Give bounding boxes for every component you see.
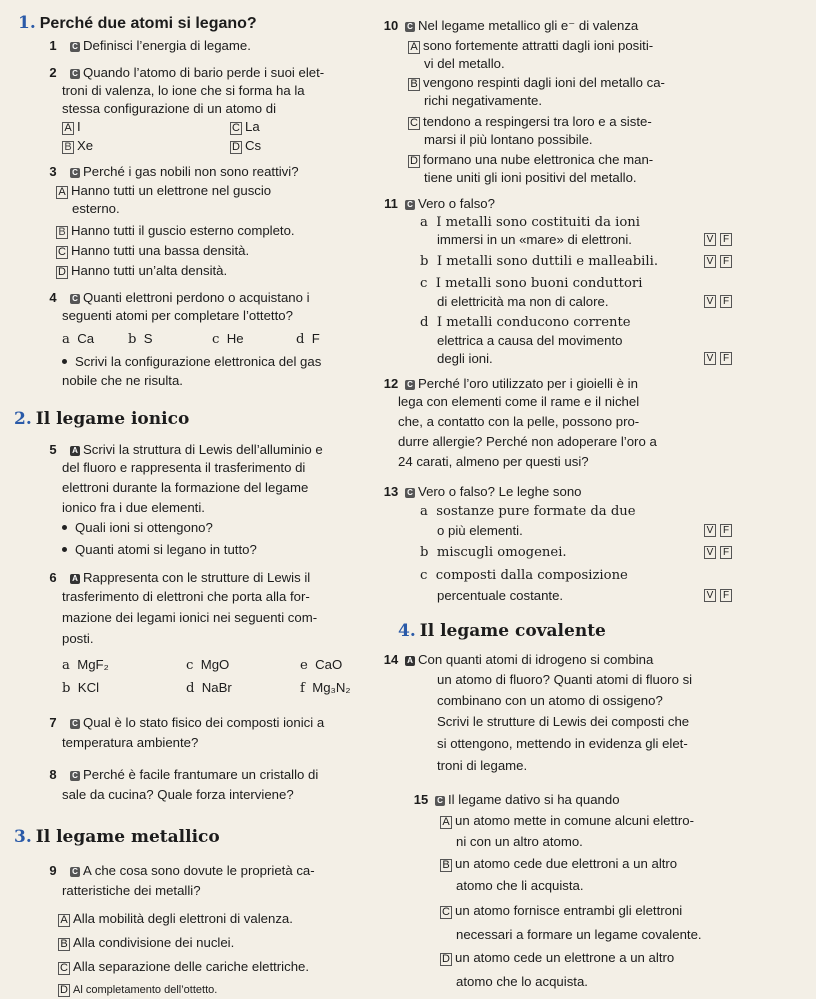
item-f: [300, 679, 351, 698]
option-text: tiene uniti gli ioni positivi del metallo.: [424, 170, 637, 185]
question-number: 12: [383, 376, 399, 391]
question-15-line: [435, 791, 620, 809]
option-letter: D: [440, 953, 452, 966]
option-text: Cs: [245, 138, 262, 153]
item-letter: a: [420, 215, 428, 230]
option-a[interactable]: [440, 812, 694, 830]
false-box[interactable]: F: [720, 546, 732, 559]
option-a[interactable]: [62, 118, 81, 136]
item-text: KCl: [77, 680, 100, 695]
bullet-item: [62, 541, 257, 559]
option-c[interactable]: [408, 113, 652, 131]
false-box[interactable]: F: [720, 233, 732, 246]
question-text: Con quanti atomi di idrogeno si combina: [418, 652, 654, 667]
item-letter: b: [420, 254, 429, 269]
question-number: 15: [413, 792, 429, 807]
item-letter: c: [420, 568, 428, 583]
item-text: F: [311, 331, 320, 346]
question-number: 8: [49, 767, 57, 782]
question-14-line: [405, 651, 653, 669]
item-text: percentuale costante.: [437, 588, 564, 603]
bullet-text: Quali ioni si ottengono?: [75, 520, 213, 535]
option-text: Hanno tutti il guscio esterno completo.: [71, 223, 295, 238]
option-text: necessari a formare un legame covalente.: [456, 927, 702, 942]
option-letter: C: [408, 117, 420, 130]
question-text: trasferimento di elettroni che porta alla for-: [62, 589, 310, 604]
option-c[interactable]: [440, 902, 682, 920]
level-badge: C: [405, 200, 415, 210]
item-letter: e: [300, 658, 308, 673]
item-letter: c: [212, 332, 220, 347]
question-text: durre allergie? Perché non adoperare l’oro a: [398, 434, 657, 449]
option-text: un atomo cede due elettroni a un altro: [455, 856, 678, 871]
question-text: Rappresenta con le strutture di Lewis il: [83, 570, 311, 585]
true-box[interactable]: V: [704, 589, 716, 602]
true-false-toggle[interactable]: [700, 231, 816, 249]
true-box[interactable]: V: [704, 295, 716, 308]
question-text: A che cosa sono dovute le proprietà ca-: [83, 863, 315, 878]
option-letter: C: [230, 122, 242, 135]
item-text: NaBr: [201, 680, 232, 695]
option-letter: B: [62, 141, 74, 154]
section-3-heading: [14, 828, 220, 846]
option-text: Alla condivisione dei nuclei.: [73, 935, 235, 950]
question-3-line: [70, 163, 299, 181]
true-false-toggle[interactable]: [700, 522, 816, 540]
option-text: ni con un altro atomo.: [456, 834, 583, 849]
item-a: [62, 656, 109, 675]
item-letter: a: [420, 504, 428, 519]
option-a[interactable]: [56, 182, 271, 200]
question-text: temperatura ambiente?: [62, 735, 199, 750]
question-text: mazione dei legami ionici nei seguenti com-: [62, 610, 318, 625]
option-text: atomo che lo acquista.: [456, 974, 588, 989]
question-text: elettroni durante la formazione del legame: [62, 480, 309, 495]
question-text: posti.: [62, 631, 94, 646]
question-text: stessa configurazione di un atomo di: [62, 101, 277, 116]
level-badge: C: [70, 42, 80, 52]
level-badge: C: [70, 771, 80, 781]
question-text: Perché l’oro utilizzato per i gioielli è in: [418, 376, 638, 391]
option-c[interactable]: [58, 958, 309, 976]
bullet-item: [62, 353, 321, 371]
question-text: lega con elementi come il rame e il nichel: [398, 394, 640, 409]
level-badge: C: [70, 867, 80, 877]
question-8-line: [70, 766, 318, 784]
true-box[interactable]: V: [704, 352, 716, 365]
option-text: atomo che li acquista.: [456, 878, 584, 893]
option-letter: B: [58, 938, 70, 951]
question-text: troni di valenza, lo ione che si forma ha la: [62, 83, 305, 98]
item-d: [296, 330, 320, 349]
item-b: [62, 679, 99, 698]
option-b[interactable]: [408, 74, 665, 92]
question-text: Perché i gas nobili non sono reattivi?: [83, 164, 299, 179]
section-number: 2.: [14, 409, 32, 429]
true-box[interactable]: V: [704, 255, 716, 268]
option-b[interactable]: [56, 222, 295, 240]
option-d[interactable]: [408, 151, 653, 169]
question-7-line: [70, 714, 324, 732]
question-text: ratteristiche dei metalli?: [62, 883, 201, 898]
item-text: I metalli conducono corrente: [436, 315, 631, 330]
option-text: un atomo fornisce entrambi gli elettroni: [455, 903, 683, 918]
question-number: 3: [49, 164, 57, 179]
level-badge: C: [405, 380, 415, 390]
tf-item-c: [420, 275, 642, 293]
question-text: seguenti atomi per completare l’ottetto?: [62, 308, 293, 323]
level-badge: A: [405, 656, 415, 666]
question-12-line: [405, 375, 638, 393]
question-number: 1: [49, 38, 57, 53]
option-a[interactable]: [408, 37, 653, 55]
true-false-toggle[interactable]: [700, 544, 816, 562]
option-text: vi del metallo.: [424, 56, 505, 71]
item-text: I metalli sono costituiti da ioni: [436, 215, 641, 230]
option-d[interactable]: [58, 981, 217, 999]
question-number: 4: [49, 290, 57, 305]
option-letter: A: [440, 816, 452, 829]
question-number: 6: [49, 570, 57, 585]
item-text: MgO: [200, 657, 230, 672]
item-text: He: [226, 331, 244, 346]
bullet-item: [62, 519, 213, 537]
true-box[interactable]: V: [704, 233, 716, 246]
item-letter: b: [62, 681, 71, 696]
item-e: [300, 656, 342, 675]
option-letter: B: [56, 226, 68, 239]
question-text: Qual è lo stato fisico dei composti ionici a: [83, 715, 325, 730]
option-text: esterno.: [72, 201, 120, 216]
question-text: troni di legame.: [437, 758, 528, 773]
level-badge: C: [405, 22, 415, 32]
question-text: ionico fra i due elementi.: [62, 500, 205, 515]
item-letter: a: [62, 332, 70, 347]
section-1-heading: [18, 14, 257, 33]
item-text: composti dalla composizione: [435, 568, 628, 583]
option-letter: D: [230, 141, 242, 154]
option-text: Hanno tutti un’alta densità.: [71, 263, 228, 278]
question-13-line: [405, 483, 582, 501]
question-text: 24 carati, almeno per questi usi?: [398, 454, 589, 469]
false-box[interactable]: F: [720, 352, 732, 365]
section-title: Il legame metallico: [35, 827, 220, 847]
item-text: di elettricità ma non di calore.: [437, 294, 609, 309]
option-letter: D: [408, 155, 420, 168]
tf-item-b: [420, 544, 567, 562]
option-text: Hanno tutti un elettrone nel guscio: [71, 183, 272, 198]
question-4-line: [70, 289, 310, 307]
section-2-heading: [14, 410, 189, 428]
option-letter: A: [408, 41, 420, 54]
section-title: Perché due atomi si legano?: [39, 15, 257, 32]
false-box[interactable]: F: [720, 255, 732, 268]
level-badge: C: [70, 69, 80, 79]
option-text: Xe: [77, 138, 94, 153]
item-letter: b: [128, 332, 137, 347]
section-number: 4.: [398, 621, 416, 641]
item-c: [212, 330, 244, 349]
question-text: che, a contatto con la pelle, possono pro-: [398, 414, 640, 429]
question-number: 9: [49, 863, 57, 878]
item-d: [186, 679, 232, 698]
question-text: Scrivi le strutture di Lewis dei composti che: [437, 714, 690, 729]
item-a: [62, 330, 94, 349]
option-letter: A: [58, 914, 70, 927]
tf-item-a: [420, 214, 640, 232]
option-text: Hanno tutti una bassa densità.: [71, 243, 250, 258]
true-false-toggle[interactable]: [700, 587, 816, 605]
option-letter: C: [56, 246, 68, 259]
option-text: sono fortemente attratti dagli ioni positi-: [423, 38, 654, 53]
question-number: 5: [49, 442, 57, 457]
question-text: del fluoro e rappresenta il trasferimento di: [62, 460, 306, 475]
question-text: Vero o falso?: [418, 196, 495, 211]
question-number: 14: [383, 652, 399, 667]
option-text: formano una nube elettronica che man-: [423, 152, 654, 167]
level-badge: A: [70, 574, 80, 584]
question-text: si ottengono, mettendo in evidenza gli elet-: [437, 736, 688, 751]
item-text: sostanze pure formate da due: [436, 504, 636, 519]
false-box[interactable]: F: [720, 589, 732, 602]
tf-item-b: [420, 253, 658, 271]
bullet-icon: [62, 359, 67, 364]
option-letter: B: [408, 78, 420, 91]
question-number: 11: [384, 196, 398, 211]
option-text: un atomo mette in comune alcuni elettro-: [455, 813, 694, 828]
section-title: Il legame ionico: [35, 409, 190, 429]
question-11-line: [405, 195, 495, 213]
option-text: tendono a respingersi tra loro e a siste-: [423, 114, 652, 129]
question-6-line: [70, 569, 310, 587]
question-5-line: [70, 441, 323, 459]
item-text: I metalli sono buoni conduttori: [435, 276, 643, 291]
bullet-text: Scrivi la configurazione elettronica del gas: [75, 354, 322, 369]
option-text: La: [245, 119, 260, 134]
question-2-line: [70, 64, 324, 82]
level-badge: C: [70, 719, 80, 729]
option-b[interactable]: [440, 855, 677, 873]
false-box[interactable]: F: [720, 524, 732, 537]
item-text: Mg₃N₂: [312, 680, 351, 695]
bullet-text: nobile che ne risulta.: [62, 373, 183, 388]
question-number: 13: [383, 484, 399, 499]
item-text: degli ioni.: [437, 351, 493, 366]
question-10-line: [405, 17, 638, 35]
option-letter: A: [56, 186, 68, 199]
item-letter: d: [296, 332, 305, 347]
option-text: vengono respinti dagli ioni del metallo ca-: [423, 75, 665, 90]
option-b[interactable]: [58, 934, 234, 952]
item-b: [128, 330, 153, 349]
level-badge: A: [70, 446, 80, 456]
tf-item-a: [420, 503, 636, 521]
question-text: un atomo di fluoro? Quanti atomi di fluoro si: [437, 672, 693, 687]
question-text: Nel legame metallico gli e⁻ di valenza: [418, 18, 639, 33]
tf-item-c: [420, 567, 628, 585]
option-d[interactable]: [440, 949, 674, 967]
true-false-toggle[interactable]: [700, 253, 816, 271]
option-letter: D: [58, 984, 70, 997]
item-text: Ca: [77, 331, 95, 346]
option-text: marsi il più lontano possibile.: [424, 132, 593, 147]
question-text: Il legame dativo si ha quando: [448, 792, 620, 807]
level-badge: C: [405, 488, 415, 498]
question-text: Quando l’atomo di bario perde i suoi elet-: [83, 65, 325, 80]
tf-item-d: [420, 314, 631, 332]
question-text: Quanti elettroni perdono o acquistano i: [83, 290, 310, 305]
option-text: un atomo cede un elettrone a un altro: [455, 950, 675, 965]
level-badge: C: [70, 294, 80, 304]
question-1-text: [70, 37, 251, 55]
option-letter: C: [440, 906, 452, 919]
bullet-icon: [62, 547, 67, 552]
option-letter: C: [58, 962, 70, 975]
question-number: 10: [383, 18, 399, 33]
option-text: I: [77, 119, 81, 134]
option-text: Alla mobilità degli elettroni di valenza.: [73, 911, 293, 926]
option-text: Al completamento dell’ottetto.: [73, 984, 218, 996]
item-text: CaO: [315, 657, 343, 672]
item-text: o più elementi.: [437, 523, 523, 538]
bullet-text: Quanti atomi si legano in tutto?: [75, 542, 257, 557]
option-d[interactable]: [230, 137, 261, 155]
false-box[interactable]: F: [720, 295, 732, 308]
option-letter: A: [62, 122, 74, 135]
item-text: miscugli omogenei.: [436, 545, 567, 560]
item-letter: b: [420, 545, 429, 560]
item-letter: c: [186, 658, 194, 673]
option-c[interactable]: [230, 118, 260, 136]
true-box[interactable]: V: [704, 546, 716, 559]
item-text: immersi in un «mare» di elettroni.: [437, 232, 632, 247]
level-badge: C: [435, 796, 445, 806]
question-text: Vero o falso? Le leghe sono: [418, 484, 582, 499]
question-number: 7: [49, 715, 57, 730]
item-letter: c: [420, 276, 428, 291]
question-text: sale da cucina? Quale forza interviene?: [62, 787, 294, 802]
question-text: Scrivi la struttura di Lewis dell’alluminio e: [83, 442, 323, 457]
question-9-line: [70, 862, 315, 880]
true-false-toggle[interactable]: [700, 350, 816, 368]
true-false-toggle[interactable]: [700, 293, 816, 311]
option-text: Alla separazione delle cariche elettriche.: [73, 959, 310, 974]
section-number: 1.: [18, 13, 36, 33]
level-badge: C: [70, 168, 80, 178]
question-text: combinano con un atomo di ossigeno?: [437, 693, 663, 708]
item-letter: d: [420, 315, 429, 330]
item-text: S: [143, 331, 153, 346]
item-letter: d: [186, 681, 195, 696]
item-text: elettrica a causa del movimento: [437, 333, 623, 348]
item-text: MgF₂: [77, 657, 109, 672]
option-text: richi negativamente.: [424, 93, 543, 108]
section-number: 3.: [14, 827, 32, 847]
item-letter: f: [300, 681, 305, 696]
item-text: I metalli sono duttili e malleabili.: [436, 254, 659, 269]
option-letter: B: [440, 859, 452, 872]
true-box[interactable]: V: [704, 524, 716, 537]
option-b[interactable]: [62, 137, 93, 155]
item-letter: a: [62, 658, 70, 673]
question-text: Definisci l’energia di legame.: [83, 38, 251, 53]
bullet-icon: [62, 525, 67, 530]
option-letter: D: [56, 266, 68, 279]
section-4-heading: [398, 622, 606, 640]
question-text: Perché è facile frantumare un cristallo di: [83, 767, 319, 782]
item-c: [186, 656, 229, 675]
section-title: Il legame covalente: [419, 621, 606, 641]
question-number: 2: [49, 65, 57, 80]
option-d[interactable]: [56, 262, 227, 280]
option-c[interactable]: [56, 242, 249, 260]
option-a[interactable]: [58, 910, 293, 928]
